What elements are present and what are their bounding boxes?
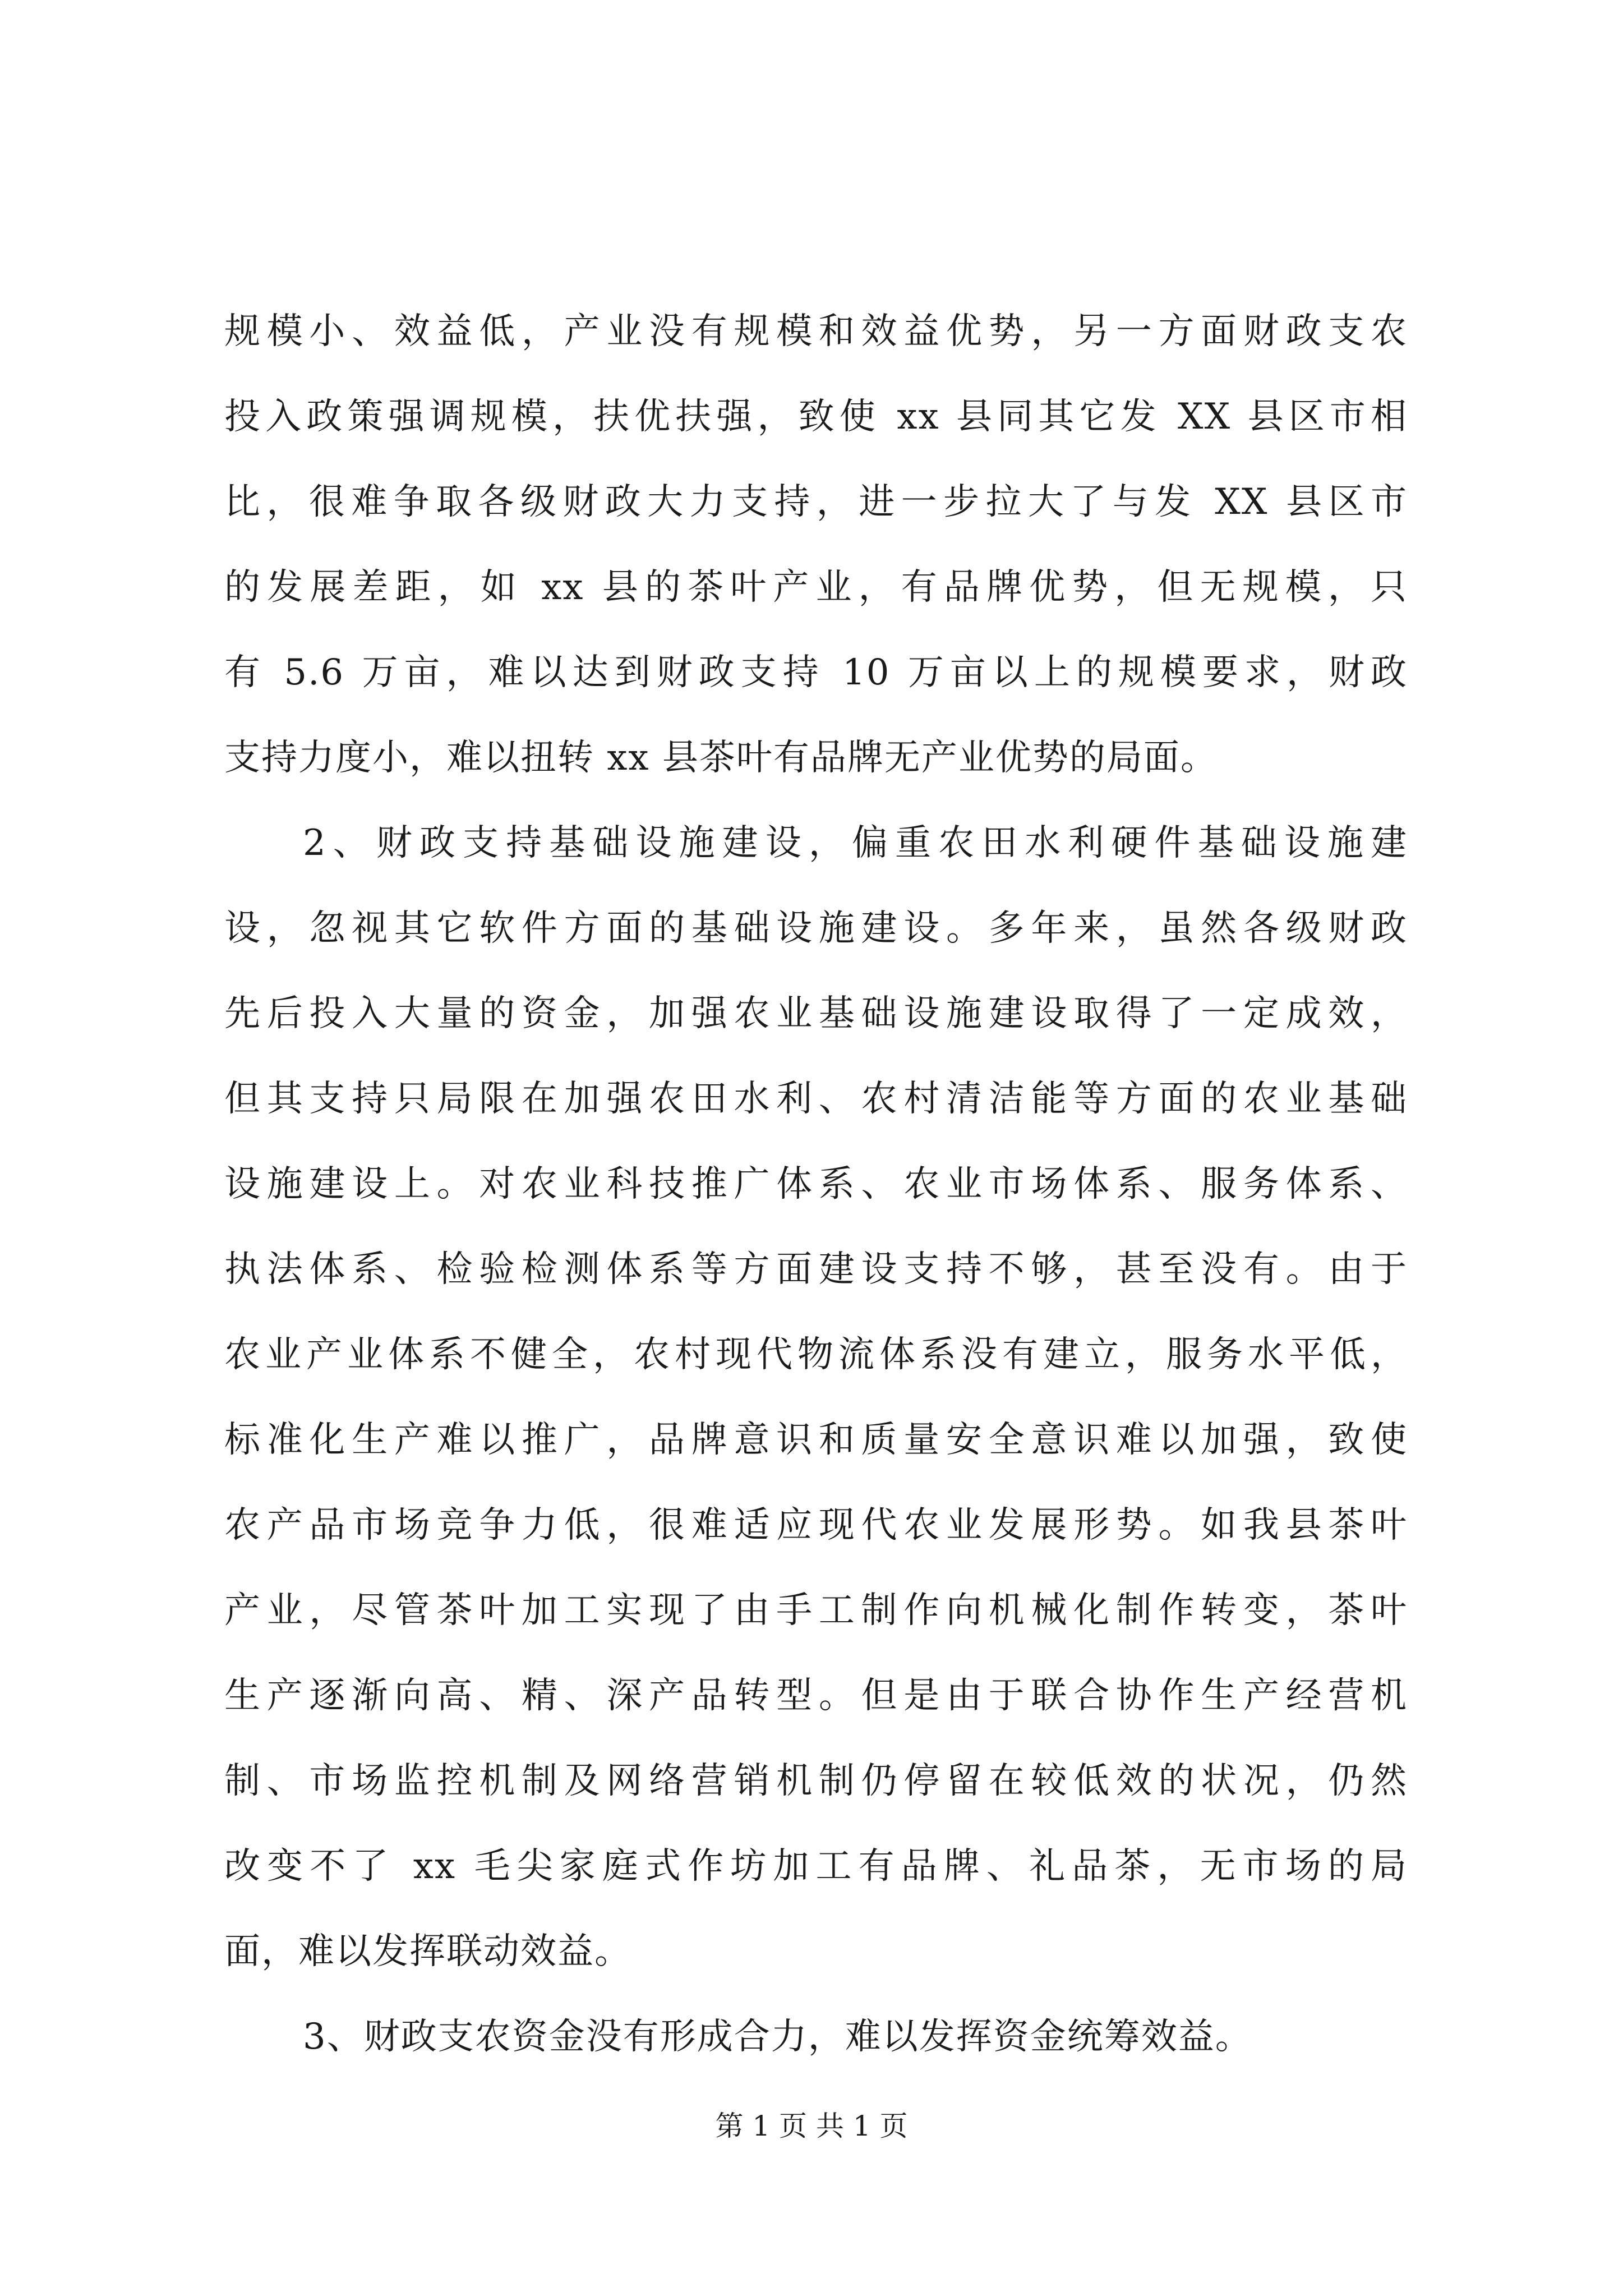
text-line: 产业，尽管茶叶加工实现了由手工制作向机械化制作转变，茶叶: [224, 1590, 1408, 1631]
text-line: 设，忽视其它软件方面的基础设施建设。多年来，虽然各级财政: [224, 908, 1408, 949]
text-line: 有 5.6 万亩，难以达到财政支持 10 万亩以上的规模要求，财政: [224, 652, 1408, 693]
text-line: 生产逐渐向高、精、深产品转型。但是由于联合协作生产经营机: [224, 1675, 1408, 1717]
page-footer: 第 1 页 共 1 页: [715, 2110, 908, 2142]
text-line: 改变不了 xx 毛尖家庭式作坊加工有品牌、礼品茶，无市场的局: [224, 1846, 1408, 1887]
document-body: [224, 289, 1408, 2079]
text-line: 但其支持只局限在加强农田水利、农村清洁能等方面的农业基础: [224, 1078, 1408, 1120]
text-line: 农产品市场竞争力低，很难适应现代农业发展形势。如我县茶叶: [224, 1504, 1408, 1546]
text-line: 的发展差距，如 xx 县的茶叶产业，有品牌优势，但无规模，只: [224, 567, 1408, 608]
text-line: 制、市场监控机制及网络营销机制仍停留在较低效的状况，仍然: [224, 1760, 1408, 1802]
text-line: 面，难以发挥联动效益。: [224, 1931, 631, 1972]
text-line: 投入政策强调规模，扶优扶强，致使 xx 县同其它发 XX 县区市相: [224, 396, 1408, 438]
text-line: 比，很难争取各级财政大力支持，进一步拉大了与发 XX 县区市: [224, 481, 1408, 523]
text-line: 先后投入大量的资金，加强农业基础设施建设取得了一定成效，: [224, 993, 1408, 1034]
text-line: 农业产业体系不健全，农村现代物流体系没有建立，服务水平低，: [224, 1334, 1408, 1375]
paragraph-start-line: 3、财政支农资金没有形成合力，难以发挥资金统筹效益。: [303, 2016, 1252, 2058]
text-line: 标准化生产难以推广，品牌意识和质量安全意识难以加强，致使: [224, 1419, 1408, 1461]
text-line: 执法体系、检验检测体系等方面建设支持不够，甚至没有。由于: [224, 1249, 1408, 1290]
paragraph-start-line: 2、财政支持基础设施建设，偏重农田水利硬件基础设施建: [303, 822, 1408, 864]
text-line: 设施建设上。对农业科技推广体系、农业市场体系、服务体系、: [224, 1163, 1408, 1205]
text-line: 规模小、效益低，产业没有规模和效益优势，另一方面财政支农: [224, 311, 1408, 352]
text-line: 支持力度小，难以扭转 xx 县茶叶有品牌无产业优势的局面。: [224, 737, 1218, 779]
